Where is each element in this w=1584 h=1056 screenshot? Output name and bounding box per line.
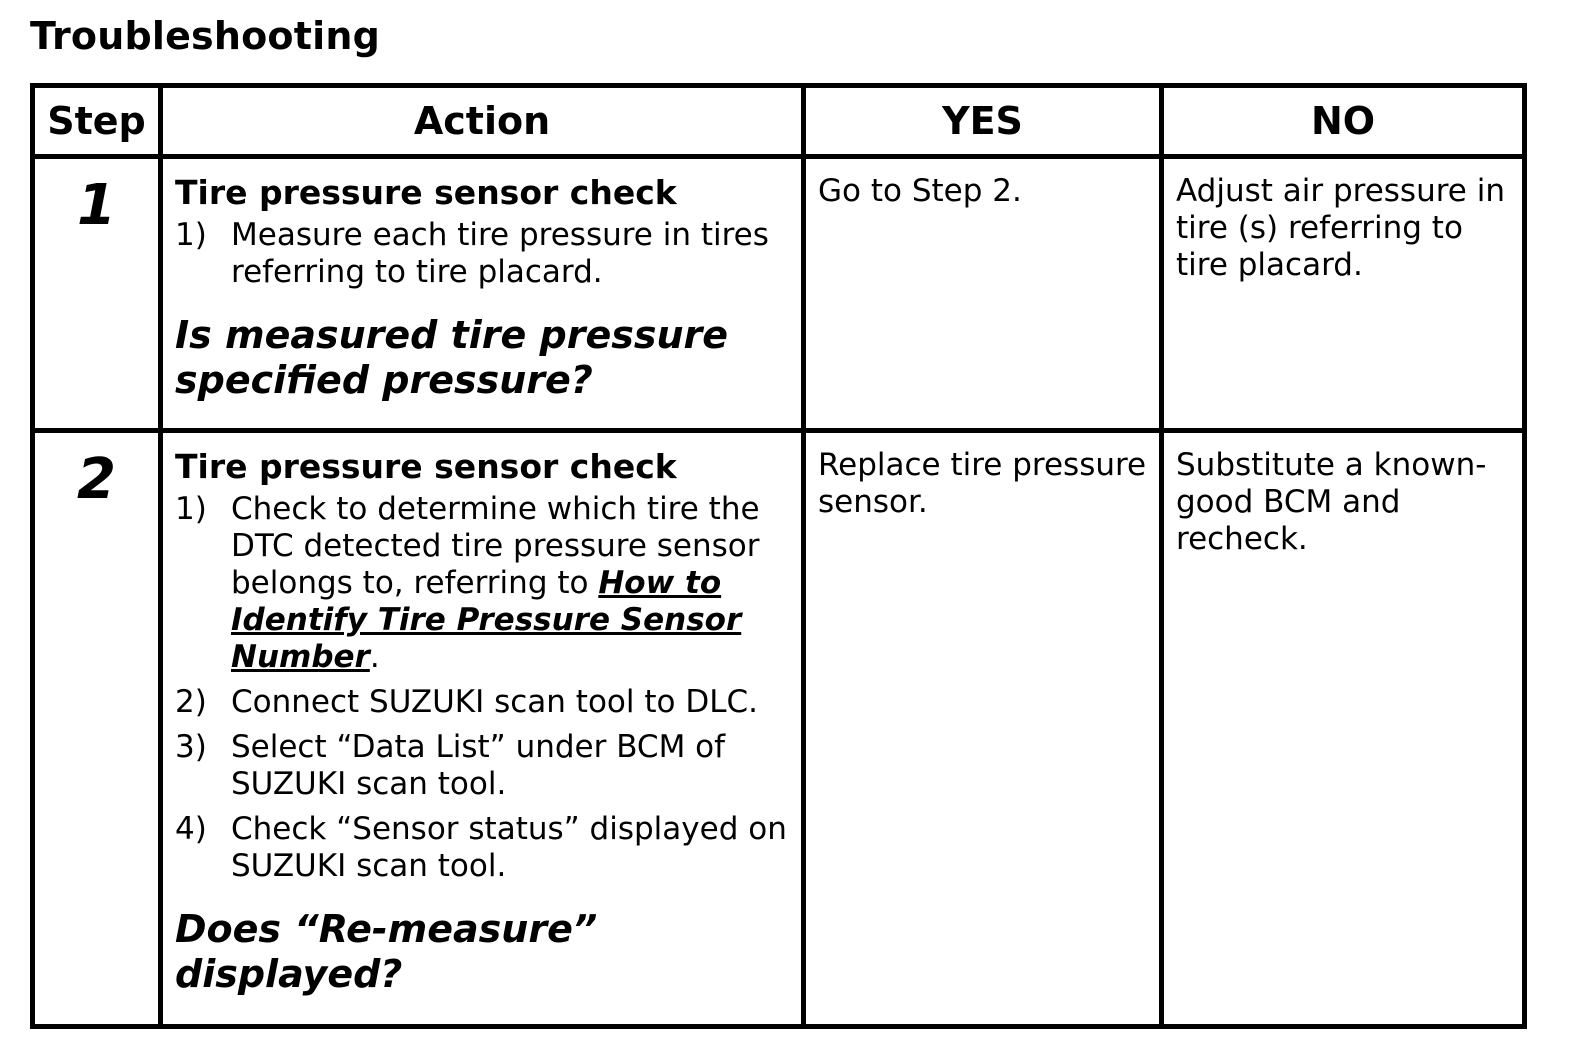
identify-sensor-number-link[interactable]: How to Identify Tire Pressure Sensor Number [231,565,742,675]
header-action: Action [161,86,804,157]
item-number: 2) [175,684,207,720]
item-text: Connect SUZUKI scan tool to DLC. [231,684,758,720]
header-yes: YES [804,86,1162,157]
item-text: Check “Sensor status” displayed on SUZUKI scan tool. [231,811,787,884]
step-number: 2 [33,431,161,1027]
item-number: 1) [175,491,207,527]
yes-cell: Go to Step 2. [804,157,1162,431]
item-number: 1) [175,217,207,253]
table-row-step-2 [33,431,1525,1027]
table-row-step-1 [33,157,1525,431]
action-steps-list [175,491,791,885]
item-text [231,491,791,676]
action-title: Tire pressure sensor check [175,447,677,486]
action-cell [161,157,804,431]
no-cell: Substitute a known-good BCM and recheck. [1162,431,1525,1027]
troubleshooting-table [30,83,1527,1029]
table-header-row [33,86,1525,157]
list-item [175,491,791,676]
list-item [175,729,791,803]
no-cell: Adjust air pressure in tire (s) referring to tire placard. [1162,157,1525,431]
action-question: Does “Re-measure” displayed? [175,907,598,996]
item-text: Select “Data List” under BCM of SUZUKI scan tool. [231,729,726,802]
item-text-before-link: Check to determine which tire the DTC detected tire pressure sensor belongs to, referring to [231,491,760,601]
header-step: Step [33,86,161,157]
list-item [175,217,791,291]
item-text-after-link: . [369,639,380,675]
list-item [175,684,791,721]
item-text: Measure each tire pressure in tires referring to tire placard. [231,217,769,290]
page-title: Troubleshooting [30,14,380,58]
item-number: 4) [175,811,207,847]
action-cell [161,431,804,1027]
item-number: 3) [175,729,207,765]
yes-cell: Replace tire pressure sensor. [804,431,1162,1027]
action-title: Tire pressure sensor check [175,173,677,212]
action-steps-list [175,217,791,291]
header-no: NO [1162,86,1525,157]
step-number: 1 [33,157,161,431]
list-item [175,811,791,885]
action-question: Is measured tire pressure specified pressure? [175,313,729,402]
